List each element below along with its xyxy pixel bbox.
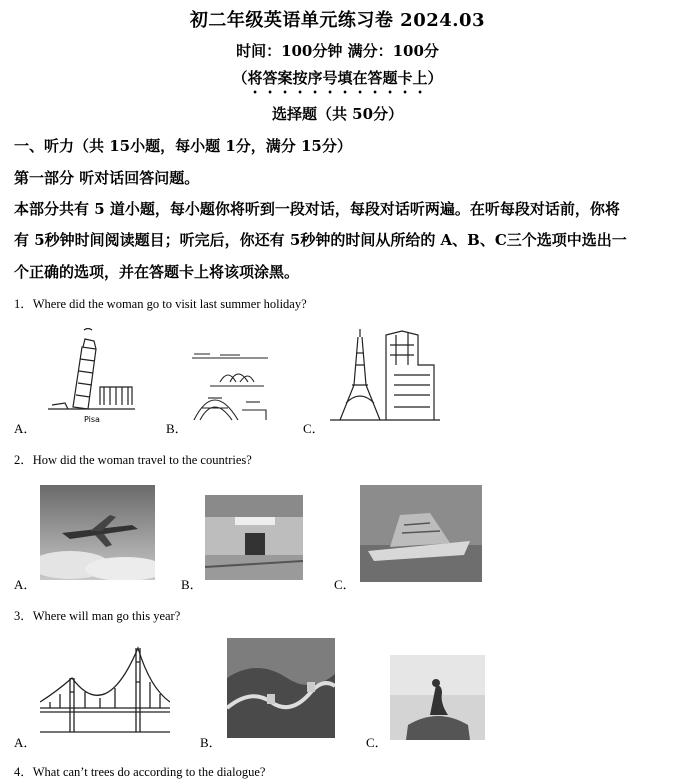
airplane-icon — [40, 485, 155, 580]
ship-icon — [360, 485, 482, 582]
section-title: 选择题（共 50分） — [271, 105, 404, 123]
train-icon — [205, 495, 303, 580]
q1-option-c-image — [330, 325, 440, 425]
part-subheading: 第一部分 听对话回答问题。 — [14, 169, 200, 187]
eiffel-tower-icon — [330, 325, 440, 425]
q3-option-c-label: C． — [366, 735, 388, 750]
q3-option-a-image — [40, 642, 170, 737]
question-4: 4．What can’t trees do according to the dialogue? — [14, 765, 266, 779]
instruction-line-2: 有 5秒钟时间阅读题目；听完后，你还有 5秒钟的时间从所给的 A、B、C三个选项中选出一 — [14, 231, 627, 249]
question-1: 1．Where did the woman go to visit last summer holiday? — [14, 297, 307, 311]
q1-option-c-label: C． — [303, 421, 325, 436]
q1-option-b-label: B． — [166, 421, 188, 436]
leaning-tower-icon — [40, 325, 140, 425]
question-3: 3．Where will man go this year? — [14, 609, 181, 623]
q3-option-a-label: A． — [14, 735, 37, 750]
q3-option-c-image — [390, 655, 485, 740]
answer-instruction: （将答案按序号填在答题卡上） — [232, 69, 443, 87]
q2-option-c-image — [360, 485, 482, 582]
q2-option-a-image — [40, 485, 155, 580]
q2-option-c-label: C． — [334, 577, 356, 592]
q2-option-b-image — [205, 495, 303, 580]
part-heading: 一、听力（共 15小题，每小题 1分，满分 15分） — [14, 137, 352, 155]
exam-time-info: 时间：100分钟 满分：100分 — [236, 42, 439, 60]
golden-gate-bridge-icon — [40, 642, 170, 737]
mermaid-statue-icon — [390, 655, 485, 740]
q1-option-b-image — [190, 350, 270, 425]
q3-option-b-label: B． — [200, 735, 222, 750]
q1-option-a-caption: Pisa — [84, 415, 100, 424]
q1-option-a-label: A． — [14, 421, 37, 436]
great-wall-icon — [227, 638, 335, 738]
q2-option-b-label: B． — [181, 577, 203, 592]
instruction-line-3: 个正确的选项，并在答题卡上将该项涂黑。 — [14, 263, 300, 281]
instruction-line-1: 本部分共有 5 道小题，每小题你将听到一段对话，每段对话听两遍。在听每段对话前，你将 — [14, 200, 620, 218]
q1-option-a-image — [40, 325, 140, 425]
q2-option-a-label: A． — [14, 577, 37, 592]
q3-option-b-image — [227, 638, 335, 738]
page-title: 初二年级英语单元练习卷 2024.03 — [189, 10, 486, 31]
opera-house-icon — [190, 350, 270, 425]
question-2: 2．How did the woman travel to the countries? — [14, 453, 252, 467]
